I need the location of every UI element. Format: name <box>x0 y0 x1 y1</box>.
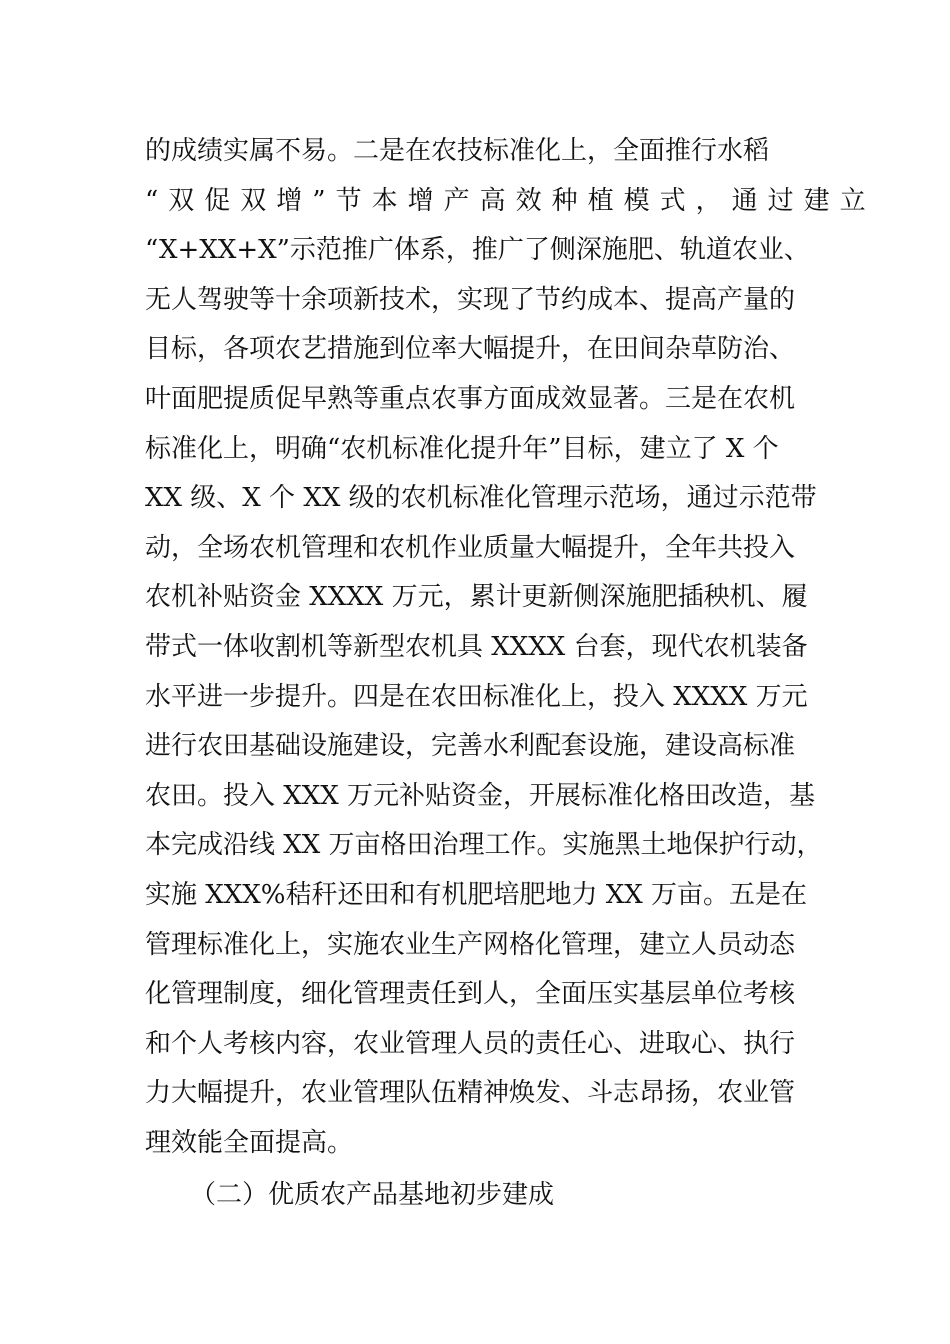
body-line: 本完成沿线 XX 万亩格田治理工作。实施黑土地保护行动， <box>145 830 823 861</box>
body-line: “X+XX+X”示范推广体系，推广了侧深施肥、轨道农业、 <box>145 235 810 266</box>
body-paragraph <box>145 127 876 1168</box>
body-line: 动，全场农机管理和农机作业质量大幅提升，全年共投入 <box>145 532 796 563</box>
body-line: 农田。投入 XXX 万元补贴资金，开展标准化格田改造，基 <box>145 780 816 811</box>
body-line: 无人驾驶等十余项新技术，实现了节约成本、提高产量的 <box>145 284 796 315</box>
body-line: 标准化上，明确“农机标准化提升年”目标，建立了 X 个 <box>145 433 779 464</box>
body-line: 目标，各项农艺措施到位率大幅提升，在田间杂草防治、 <box>145 334 796 365</box>
section-heading: （二）优质农产品基地初步建成 <box>190 1180 555 1210</box>
body-line: 力大幅提升，农业管理队伍精神焕发、斗志昂扬，农业管 <box>145 1078 796 1109</box>
body-line: 实施 XXX%秸秆还田和有机肥培肥地力 XX 万亩。五是在 <box>145 879 808 910</box>
body-line: “双促双增”节本增产高效种植模式，通过建立 <box>145 185 876 216</box>
body-line: 水平进一步提升。四是在农田标准化上，投入 XXXX 万元 <box>145 681 808 712</box>
body-line: 和个人考核内容，农业管理人员的责任心、进取心、执行 <box>145 1028 796 1059</box>
body-line: 化管理制度，细化管理责任到人，全面压实基层单位考核 <box>145 979 796 1010</box>
body-line: 管理标准化上，实施农业生产网格化管理，建立人员动态 <box>145 929 796 960</box>
body-line: 带式一体收割机等新型农机具 XXXX 台套，现代农机装备 <box>145 631 808 662</box>
body-line: 农机补贴资金 XXXX 万元，累计更新侧深施肥插秧机、履 <box>145 582 808 613</box>
body-line: 进行农田基础设施建设，完善水利配套设施，建设高标准 <box>145 731 796 762</box>
body-line: 的成绩实属不易。二是在农技标准化上，全面推行水稻 <box>145 136 770 166</box>
body-line: 叶面肥提质促早熟等重点农事方面成效显著。三是在农机 <box>145 383 796 414</box>
body-line: XX 级、X 个 XX 级的农机标准化管理示范场，通过示范带 <box>145 483 817 514</box>
body-line: 理效能全面提高。 <box>145 1127 354 1158</box>
